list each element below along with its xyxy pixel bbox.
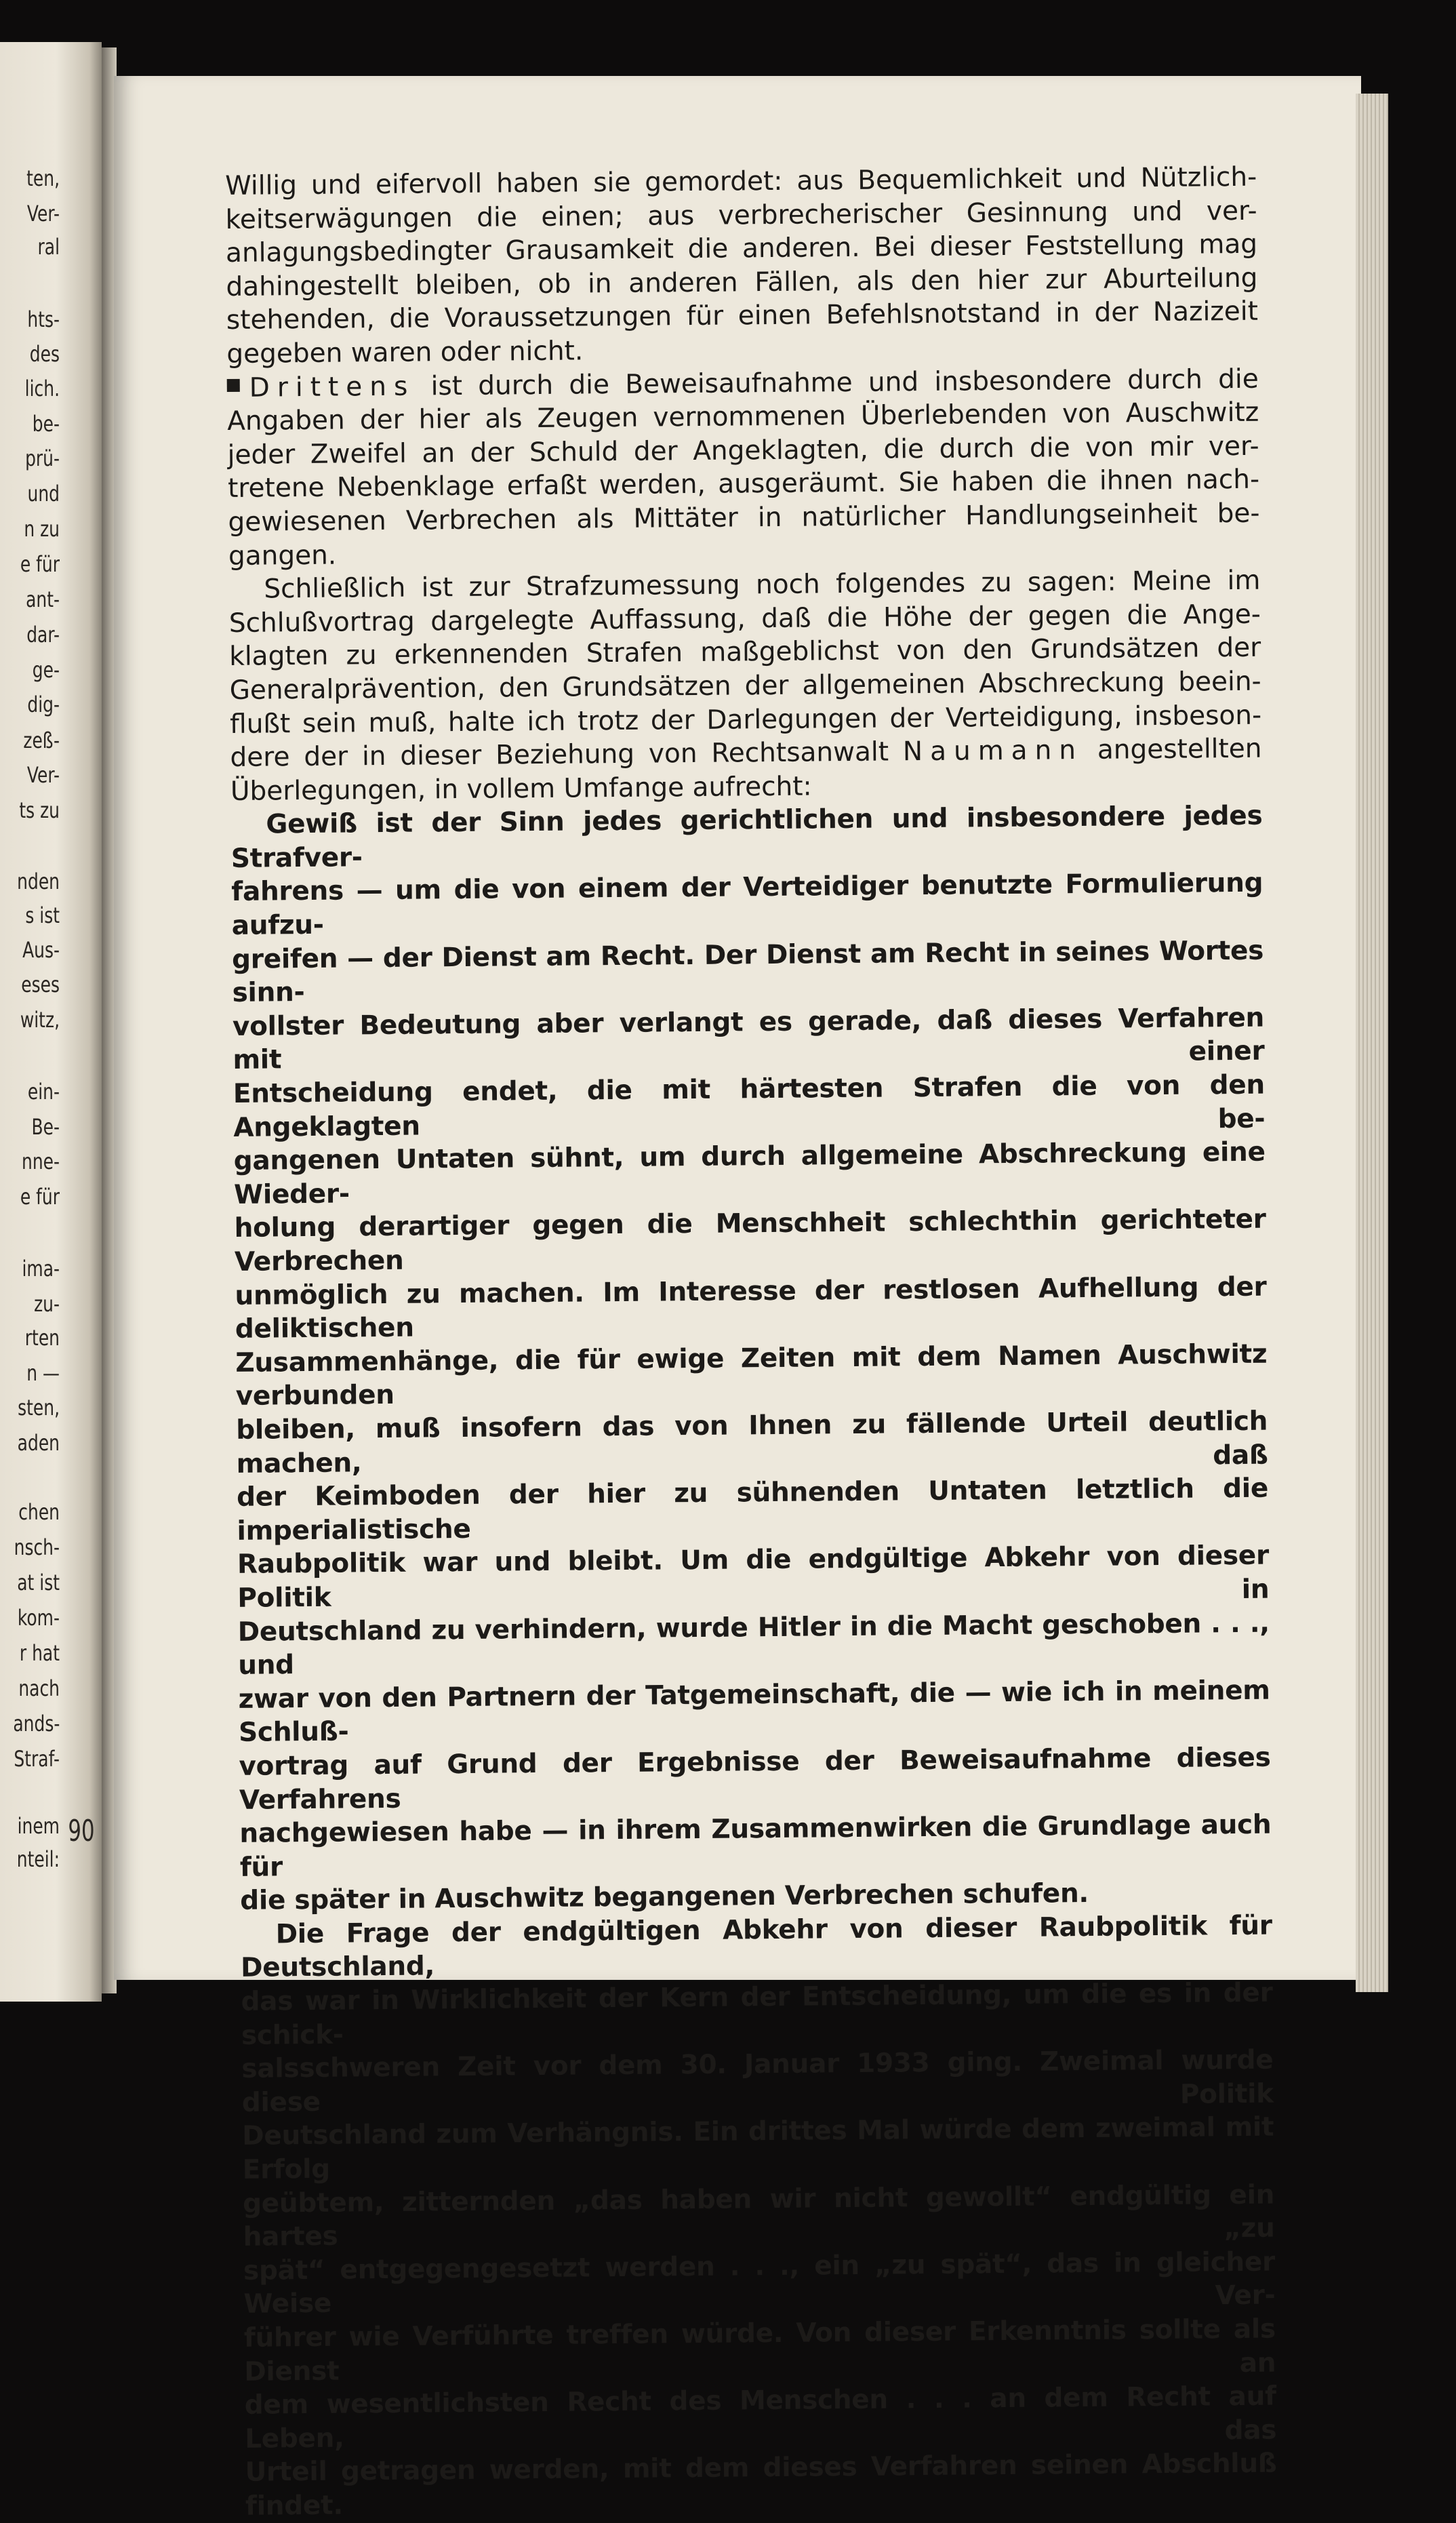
left-page-fragment: kom-	[17, 1605, 60, 1631]
left-page-fragment: zu-	[34, 1291, 60, 1317]
paragraph	[242, 2111, 1274, 2187]
text-line: Willig und eifervoll haben sie gemordet: aus Bequemlichkeit und Nützlich-	[225, 161, 1257, 201]
left-page-fragment: sten,	[18, 1395, 60, 1421]
text-line: die später in Auschwitz begangenen Verbrechen schufen.	[240, 1878, 1089, 1917]
spaced-word: Drittens	[249, 371, 416, 403]
text-line: dahingestellt bleiben, ob in anderen Fällen, als den hier zur Aburteilung	[226, 262, 1258, 302]
left-page-fragment: witz,	[20, 1007, 60, 1033]
left-page-fragment: s ist	[25, 902, 60, 928]
text-line: Entscheidung endet, die mit härtesten Strafen die von den Angeklagten be-	[232, 1069, 1266, 1143]
left-page-fragment: nden	[17, 869, 60, 894]
text-line: der Keimboden der hier zu sühnenden Untaten letztlich die imperialistische	[236, 1473, 1269, 1547]
left-page-fragment: Be-	[31, 1114, 60, 1140]
left-page-fragment: at ist	[17, 1570, 60, 1595]
left-page-fragment: nsch-	[14, 1534, 60, 1560]
left-page-fragment: ant-	[26, 587, 60, 612]
text-line: keitserwägungen die einen; aus verbrecherischer Gesinnung und ver-	[225, 195, 1257, 235]
text-line: führer wie Verführte treffen würde. Von dieser Erkenntnis sollte als Dienst an	[243, 2313, 1276, 2387]
paragraph	[236, 1405, 1268, 1481]
paragraph	[237, 1539, 1270, 1615]
text-line: stehenden, die Voraussetzungen für einen Befehlsnotstand in der Nazizeit	[226, 296, 1259, 336]
bold-paragraph	[230, 799, 1277, 2523]
page-edges	[1356, 94, 1388, 1992]
left-page-fragment: e für	[20, 551, 60, 577]
paragraph	[238, 1673, 1270, 1749]
text-line: Schlußvortrag dargelegte Auffassung, daß die Höhe der gegen die Ange-	[228, 599, 1261, 639]
text-line: nachgewiesen habe — in ihrem Zusammenwirken die Grundlage auch für	[239, 1809, 1272, 1883]
paragraph	[234, 1203, 1266, 1279]
left-page-fragment: ts zu	[19, 797, 60, 823]
left-page-fragment: e für	[20, 1184, 60, 1210]
left-page-fragment: chen	[18, 1499, 60, 1525]
left-page-fragment: ral	[37, 234, 60, 260]
text-line: klagten zu erkennenden Strafen maßgeblichst von den Grundsätzen der	[229, 633, 1261, 673]
paragraph	[241, 2044, 1274, 2120]
paragraph	[231, 867, 1263, 942]
left-page-fragment: hts-	[27, 306, 60, 332]
text-line: Generalprävention, den Grundsätzen der allgemeinen Abschreckung beein-	[229, 666, 1261, 706]
paragraph	[241, 1909, 1273, 1985]
left-page-fragment: ands-	[13, 1711, 60, 1736]
text-line: angestellten	[1083, 733, 1262, 766]
text-line: Deutschland zum Verhängnis. Ein drittes Mal würde dem zweimal mit Erfolg	[242, 2112, 1274, 2185]
text-line: Die Frage der endgültigen Abkehr von dieser Raubpolitik für Deutschland,	[240, 1910, 1272, 1984]
text-line: dere der in dieser Beziehung von Rechtsanwalt	[230, 736, 889, 774]
paragraph	[244, 2313, 1276, 2389]
text-line: gegeben waren oder nicht.	[226, 336, 584, 370]
paragraph	[230, 799, 1263, 875]
paragraph	[239, 1808, 1272, 1884]
left-page-fragment: nne-	[21, 1149, 60, 1174]
text-line: gangenen Untaten sühnt, um durch allgemeine Abschreckung eine Wieder-	[233, 1136, 1266, 1210]
left-page-fragment: eses	[21, 972, 60, 997]
text-line: Urteil getragen werden, mit dem dieses Verfahren seinen Abschluß findet.	[245, 2448, 1277, 2522]
paragraph	[235, 1337, 1268, 1413]
text-line: greifen — der Dienst am Recht. Der Dienst am Recht in seines Wortes sinn-	[231, 935, 1264, 1009]
paragraph	[239, 1741, 1271, 1817]
page-number: 90	[68, 1814, 95, 1848]
left-page-fragment: Ver-	[26, 762, 60, 788]
text-line: ist durch die Beweisaufnahme und insbesondere durch die	[415, 363, 1259, 402]
left-page-fragment: nteil:	[16, 1846, 60, 1872]
text-line: salsschweren Zeit vor dem 30. Januar 1933 ging. Zweimal wurde diese Politik	[241, 2044, 1274, 2118]
paragraph	[235, 1270, 1267, 1346]
text-line: vortrag auf Grund der Ergebnisse der Beweisaufnahme dieses Verfahrens	[239, 1742, 1271, 1816]
text-line: Überlegungen, in vollem Umfange aufrecht:	[230, 771, 812, 807]
paragraph	[241, 1976, 1273, 2052]
left-page-fragment: ein-	[27, 1079, 60, 1105]
left-page-fragment: n —	[26, 1360, 60, 1386]
left-page-fragment: n zu	[24, 516, 60, 542]
text-line: vollster Bedeutung aber verlangt es gerade, daß dieses Verfahren mit einer	[232, 1002, 1265, 1076]
text-line: das war in Wirklichkeit der Kern der Entscheidung, um die es in der schick-	[241, 1977, 1273, 2051]
spaced-name: Naumann	[902, 735, 1084, 768]
paragraph	[243, 2178, 1275, 2254]
text-line: gangen.	[228, 540, 337, 572]
text-line: flußt sein muß, halte ich trotz der Darlegungen der Verteidigung, insbeson-	[229, 700, 1262, 740]
left-page-fragment: be-	[32, 411, 60, 437]
paragraph	[243, 2245, 1276, 2321]
square-bullet-icon	[227, 378, 240, 391]
left-page-fragment: und	[27, 481, 60, 506]
left-page-fragment: nach	[18, 1675, 60, 1701]
text-line: Raubpolitik war und bleibt. Um die endgültige Abkehr von dieser Politik in	[237, 1540, 1270, 1614]
text-line: gewiesenen Verbrechen als Mittäter in natürlicher Handlungseinheit be-	[228, 498, 1260, 538]
text-line: anlagungsbedingter Grausamkeit die anderen. Bei dieser Feststellung mag	[225, 229, 1258, 269]
text-line: bleiben, muß insofern das von Ihnen zu fällende Urteil deutlich machen, daß	[236, 1406, 1268, 1479]
text-line: unmöglich zu machen. Im Interesse der restlosen Aufhellung der deliktischen	[235, 1271, 1267, 1345]
paragraph	[232, 1001, 1265, 1077]
left-page-fragment: ima-	[22, 1256, 60, 1282]
main-text	[225, 161, 1277, 2523]
paragraph	[245, 2380, 1277, 2456]
left-page-fragment: dig-	[27, 692, 60, 717]
left-page-fragment: rten	[24, 1325, 60, 1351]
text-line: Zusammenhänge, die für ewige Zeiten mit dem Namen Auschwitz verbunden	[235, 1338, 1268, 1412]
paragraph	[233, 1069, 1266, 1145]
left-page-fragment: ten,	[26, 165, 60, 191]
left-page-fragment: prü-	[25, 445, 60, 471]
left-page-fragment: Ver-	[26, 201, 60, 226]
text-line: tretene Nebenklage erfaßt werden, ausgeräumt. Sie haben die ihnen nach-	[227, 464, 1260, 504]
text-line: Gewiß ist der Sinn jedes gerichtlichen und insbesondere jedes Strafver-	[230, 800, 1263, 874]
left-page-fragment: zeß-	[23, 728, 60, 753]
paragraph	[234, 1136, 1266, 1212]
paragraph	[232, 934, 1264, 1010]
text-line: jeder Zweifel an der Schuld der Angeklagten, die durch die von mir ver-	[227, 431, 1259, 471]
left-page-fragment: r hat	[19, 1640, 60, 1666]
text-line: spät“ entgegengesetzt werden . . ., ein „zu spät“, das in gleicher Weise Ver-	[243, 2246, 1276, 2320]
text-line: Angaben der hier als Zeugen vernommenen Überlebenden von Auschwitz	[227, 397, 1259, 437]
text-line: fahrens — um die von einem der Verteidiger benutzte Formulierung aufzu-	[231, 868, 1263, 942]
text-line: zwar von den Partnern der Tatgemeinschaft, die — wie ich in meinem Schluß-	[238, 1675, 1270, 1749]
paragraph	[245, 2447, 1277, 2523]
text-line: holung derartiger gegen die Menschheit schlechthin gerichteter Verbrechen	[234, 1204, 1266, 1277]
text-line: Schließlich ist zur Strafzumessung noch folgendes zu sagen: Meine im	[264, 565, 1261, 605]
left-page-fragment: des	[29, 341, 60, 367]
left-page-fragment: dar-	[26, 622, 60, 648]
left-page-fragment: Straf-	[14, 1746, 60, 1772]
left-page-fragment: ge-	[32, 657, 60, 683]
text-line: geübtem, zitternden „das haben wir nicht gewollt“ endgültig ein hartes „zu	[242, 2179, 1275, 2253]
left-page-fragment: lich.	[24, 376, 60, 401]
left-page-fragment: inem	[17, 1813, 60, 1839]
text-line: Deutschland zu verhindern, wurde Hitler in die Macht geschoben . . ., und	[237, 1608, 1270, 1682]
paragraph	[238, 1606, 1270, 1682]
left-page-fragment: Aus-	[22, 937, 60, 963]
left-page-fragment: aden	[17, 1430, 60, 1456]
paragraph	[237, 1472, 1269, 1548]
text-line: dem wesentlichsten Recht des Menschen . . . an dem Recht auf Leben, das	[244, 2381, 1277, 2455]
